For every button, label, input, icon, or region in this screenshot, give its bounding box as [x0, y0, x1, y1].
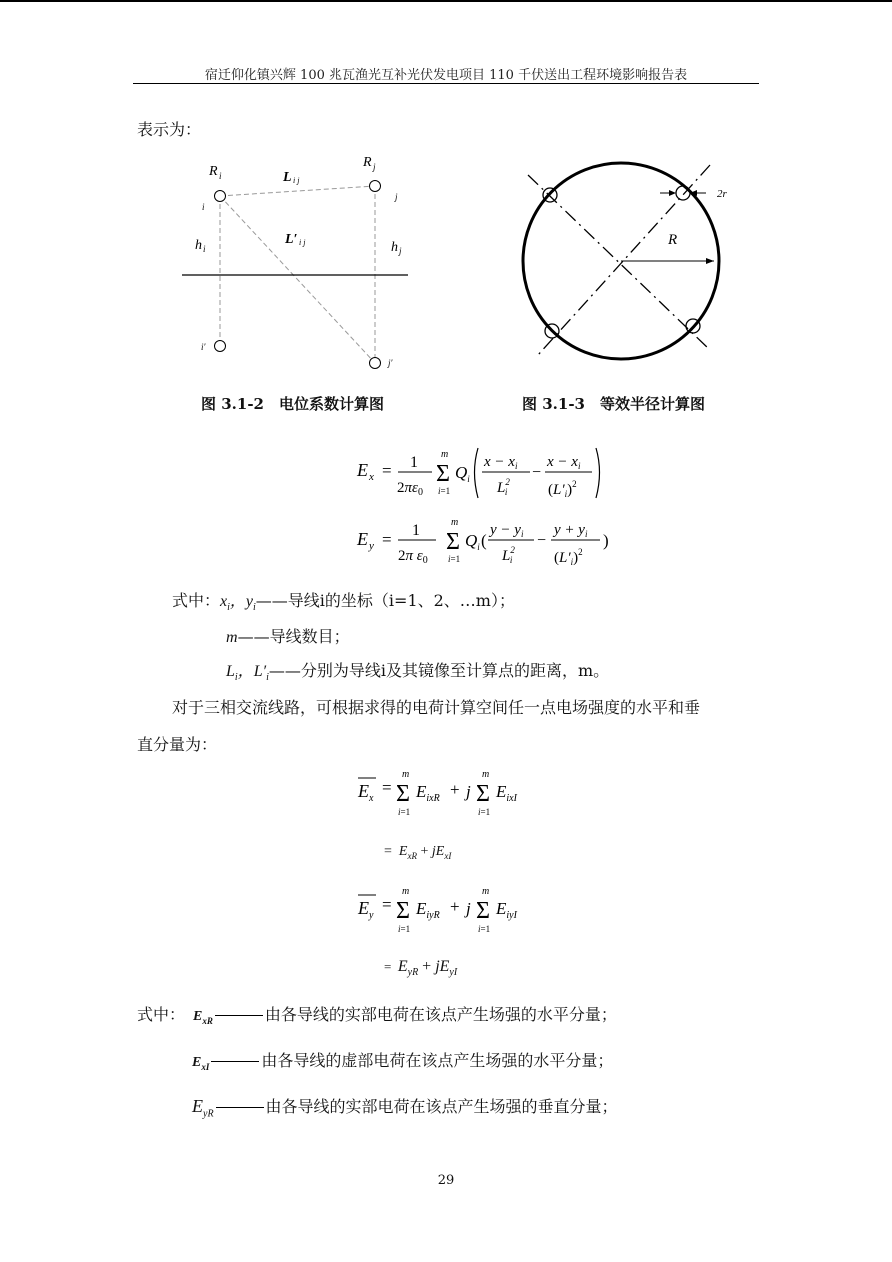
- svg-text:L2i: $L^2$ i: [497, 477, 510, 497]
- label-Rj-sub: j: [373, 162, 376, 172]
- equation-ex-split: = $E_{xR} + jE_{xI}$: [384, 844, 452, 861]
- label-Ri: R: [209, 164, 218, 179]
- potential-coefficient-diagram: [175, 148, 415, 380]
- eq1-lhs: E: [357, 460, 368, 480]
- intro-text: 表示为：: [137, 120, 202, 139]
- equivalent-radius-diagram: [510, 155, 750, 373]
- svg-text:EiyI: $E_{iyI}$: [496, 899, 517, 921]
- svg-text:=: =: [382, 530, 392, 549]
- svg-text:(L′i)2: $(L'_i)^2$: [554, 547, 583, 567]
- top-border: [0, 0, 892, 2]
- label-Lpij: L′: [285, 232, 298, 247]
- eq2-lhs-sub: y: [369, 540, 374, 552]
- fig1-caption: 图 3.1-2 电位系数计算图: [201, 395, 384, 413]
- svg-text:Σ: Σ: [476, 898, 490, 924]
- svg-text:1: 1: [410, 454, 418, 471]
- label-Lij-sub: i j: [293, 176, 300, 185]
- svg-text:Σ: Σ: [436, 461, 450, 487]
- def2-line-2: $E_{xI}$ 由各导线的虚部电荷在该点产生场强的水平分量；: [192, 1051, 614, 1072]
- svg-text:EixR: $E_{ixR}$: [416, 782, 440, 804]
- equation-ey-split: = $E_{yR} + jE_{yI}$: [384, 958, 458, 979]
- def-line-3: $L_i$，$L'_i——$分别为导线i及其镜像至计算点的距离，m。: [226, 661, 610, 684]
- label-Lij: L: [283, 170, 292, 185]
- svg-text:i=1: i=1: [478, 807, 491, 817]
- label-i-prime: i′: [201, 342, 206, 352]
- svg-text:y + yi: $y + y_i$: [554, 522, 588, 539]
- def2-line-3: $E_{yR}$ 由各导线的实部电荷在该点产生场强的垂直分量；: [192, 1096, 618, 1120]
- svg-text:): ): [603, 531, 609, 550]
- paragraph-line-1: 对于三相交流线路，可根据求得的电荷计算空间任一点电场强度的水平和垂: [172, 698, 701, 717]
- label-j: j: [395, 192, 398, 202]
- equation-ex: [352, 440, 612, 504]
- eq1-lhs-sub: x: [369, 471, 374, 483]
- svg-text:m: m: [441, 449, 449, 460]
- svg-text:+: +: [450, 780, 460, 799]
- svg-text:m: m: [451, 517, 459, 528]
- def-line-1: 式中：$x_i$，$y_i——$导线i的坐标（i=1、2、…m）；: [172, 591, 515, 614]
- label-hi: h: [195, 238, 202, 253]
- label-hi-sub: i: [203, 244, 206, 254]
- label-hj-sub: j: [399, 246, 402, 256]
- svg-text:m: m: [402, 886, 410, 897]
- svg-text:Σ: Σ: [446, 529, 460, 555]
- svg-text:i=1: i=1: [478, 924, 491, 934]
- svg-text:Σ: Σ: [476, 781, 490, 807]
- svg-text:−: −: [537, 532, 547, 549]
- equation-ex-complex: [352, 765, 542, 821]
- eq2-lhs: E: [357, 529, 368, 549]
- label-j-prime: j′: [388, 358, 393, 368]
- label-R: R: [668, 232, 678, 248]
- paragraph-line-2: 直分量为：: [137, 735, 218, 754]
- fig2-caption: 图 3.1-3 等效半径计算图: [522, 395, 705, 413]
- header-rule: [133, 83, 759, 84]
- svg-text:x − xi: $x - x_i$: [484, 454, 518, 471]
- svg-text:j: j: [466, 899, 471, 918]
- equation-ey: [352, 508, 617, 572]
- svg-text:i=1: i=1: [438, 486, 451, 496]
- svg-text:(L′i)2: $(L'_i)^2$: [548, 479, 577, 499]
- def-line-2: m——导线数目；: [226, 627, 350, 646]
- label-Rj: R: [363, 155, 372, 170]
- svg-text:EixI: $E_{ixI}$: [496, 782, 517, 804]
- svg-text:Qi: $Q_i$: [465, 531, 480, 552]
- svg-text:Ex: $E_x$: [358, 781, 374, 804]
- page-number: 29: [437, 1173, 455, 1188]
- svg-text:Σ: Σ: [396, 781, 410, 807]
- svg-text:1: 1: [412, 522, 420, 539]
- svg-text:m: m: [482, 886, 490, 897]
- svg-text:=: =: [382, 778, 392, 797]
- label-Lpij-sub: i j: [299, 238, 306, 247]
- label-Ri-sub: i: [219, 171, 222, 181]
- equation-ey-complex: [352, 882, 542, 938]
- svg-text:2πε0: $2\pi\varepsilon_0$: [397, 480, 423, 498]
- svg-text:Ey: $E_y$: [358, 898, 374, 921]
- svg-text:(: (: [481, 531, 487, 550]
- label-2r: 2r: [717, 188, 727, 200]
- svg-text:m: m: [402, 769, 410, 780]
- label-i: i: [202, 202, 205, 212]
- svg-text:i=1: i=1: [398, 924, 411, 934]
- label-hj: h: [391, 240, 398, 255]
- svg-text:m: m: [482, 769, 490, 780]
- svg-text:+: +: [450, 897, 460, 916]
- svg-text:j: j: [466, 782, 471, 801]
- page-header: 宿迁仰化镇兴辉 100 兆瓦渔光互补光伏发电项目 110 千伏送出工程环境影响报告表: [204, 68, 688, 83]
- def2-line-1: 式中： $E_{xR}$ 由各导线的实部电荷在该点产生场强的水平分量；: [137, 1005, 617, 1026]
- svg-text:Σ: Σ: [396, 898, 410, 924]
- svg-text:2π ε0: 2π $\varepsilon_0$: [398, 548, 428, 566]
- svg-text:−: −: [532, 464, 542, 481]
- svg-text:i=1: i=1: [448, 554, 461, 564]
- svg-text:i=1: i=1: [398, 807, 411, 817]
- svg-text:L2i: $L^2$ i: [502, 545, 515, 565]
- svg-text:y − yi: $y - y_i$: [490, 522, 524, 539]
- svg-text:x − xi: $x - x_i$: [547, 454, 581, 471]
- svg-text:=: =: [382, 461, 392, 480]
- svg-text:=: =: [382, 895, 392, 914]
- svg-text:EiyR: $E_{iyR}$: [416, 899, 440, 921]
- svg-text:Qi: $Q_i$: [455, 463, 470, 484]
